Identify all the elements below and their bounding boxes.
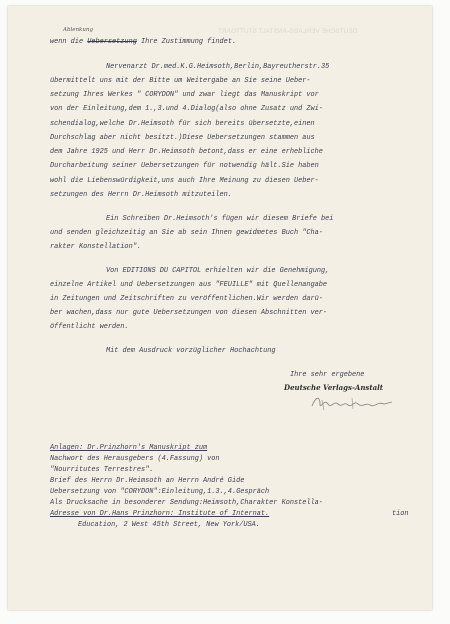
enclosure-line-5: Uebersetzung von "CORYDON":Einleitung,1.3.,4.Gespräch xyxy=(50,488,270,496)
paragraph-3-line-5: öffentlicht werden. xyxy=(50,323,129,331)
paragraph-1-line-5: schendialog,welche Dr.Heimsoth für sich bereits übersetzte,einen xyxy=(50,120,315,128)
regards-line: Ihre sehr ergebene xyxy=(290,371,365,379)
enclosure-line-6: Als Drucksache in besonderer Sendung:Heimsoth,Charakter Konstella- xyxy=(50,499,323,507)
letter-page xyxy=(8,6,432,610)
paragraph-1-line-2: übermittelt uns mit der Bitte um Weitergabe an Sie seine Ueber- xyxy=(50,77,311,85)
handwritten-insertion: Ablenkung xyxy=(63,27,93,33)
paragraph-1-line-4: von der Einleitung,dem 1.,3.und 4.Dialog(also ohne Zusatz und Zwi- xyxy=(50,105,323,113)
paragraph-1-line-3: setzung Ihres Werkes " CORYDON" und zwar liegt das Manuskript vor xyxy=(50,91,319,99)
paragraph-3-line-4: ber wachen,dass nur gute Uebersetzungen von diesen Abschnitten ver- xyxy=(50,309,328,317)
company-stamp: Deutsche Verlags-Anstalt xyxy=(284,383,384,392)
paragraph-3-line-3: in Zeitungen und Zeitschriften zu veröffentlichen.Wir werden darü- xyxy=(50,295,323,303)
paragraph-3-line-2: einzelne Artikel und Uebersetzungen aus "FEUILLE" mit Quellenangabe xyxy=(50,281,328,289)
enclosure-line-3: "Nourritutes Terrestres". xyxy=(50,466,154,474)
paragraph-3-line-1: Von EDITIONS DU CAPITOL erhielten wir die Genehmigung, xyxy=(106,267,330,275)
paragraph-2-line-3: rakter Konstellation". xyxy=(50,243,141,251)
paragraph-1-line-7: dem Jahre 1925 und Herr Dr.Heimsoth betont,dass er eine erhebliche xyxy=(50,148,323,156)
paragraph-2-line-2: und senden gleichzeitig an Sie ab sein Ihnen gewidmetes Buch "Cha- xyxy=(50,229,323,237)
paragraph-1-line-9: wohl die Liebenswürdigkeit,uns auch Ihre Meinung zu diesen Ueber- xyxy=(50,177,319,185)
paragraph-1-line-1: Nervenarzt Dr.med.K.G.Heimsoth,Berlin,Bayreutherstr.35 xyxy=(106,63,330,71)
enclosure-line-8: Education, 2 West 45th Street, New York/USA. xyxy=(78,521,260,529)
show-through-letterhead: DEUTSCHE VERLAGS-ANSTALT STUTTGART xyxy=(218,28,358,35)
paragraph-2-line-1: Ein Schreiben Dr.Heimsoth's fügen wir diesem Briefe bei xyxy=(106,215,334,223)
paragraph-1-line-6: Durchschlag aber nicht besitzt.)Diese Uebersetzungen stammen aus xyxy=(50,134,315,142)
enclosure-line-2: Nachwort des Herausgebers (4.Fassung) von xyxy=(50,455,220,463)
enclosure-line-7: Adresse von Dr.Hans Prinzhorn: Institute of Internat. xyxy=(50,510,270,518)
paragraph-1-line-10: setzungen des Herrn Dr.Heimsoth mitzuteilen. xyxy=(50,191,232,199)
signature xyxy=(308,392,398,414)
enclosure-overflow: tion xyxy=(392,510,409,518)
opening-line: wenn die Uebersetzung Ihre Zustimmung findet. xyxy=(50,38,237,46)
paragraph-1-line-8: Durcharbeitung seiner Uebersetzungen für notwendig hält.Sie haben xyxy=(50,162,319,170)
enclosure-line-4: Brief des Herrn Dr.Heimsoth an Herrn André Gide xyxy=(50,477,245,485)
closing-line: Mit dem Ausdruck vorzüglicher Hochachtung xyxy=(106,347,276,355)
enclosure-line-1: Anlagen: Dr.Prinzhorn's Manuskript zum xyxy=(50,444,208,452)
